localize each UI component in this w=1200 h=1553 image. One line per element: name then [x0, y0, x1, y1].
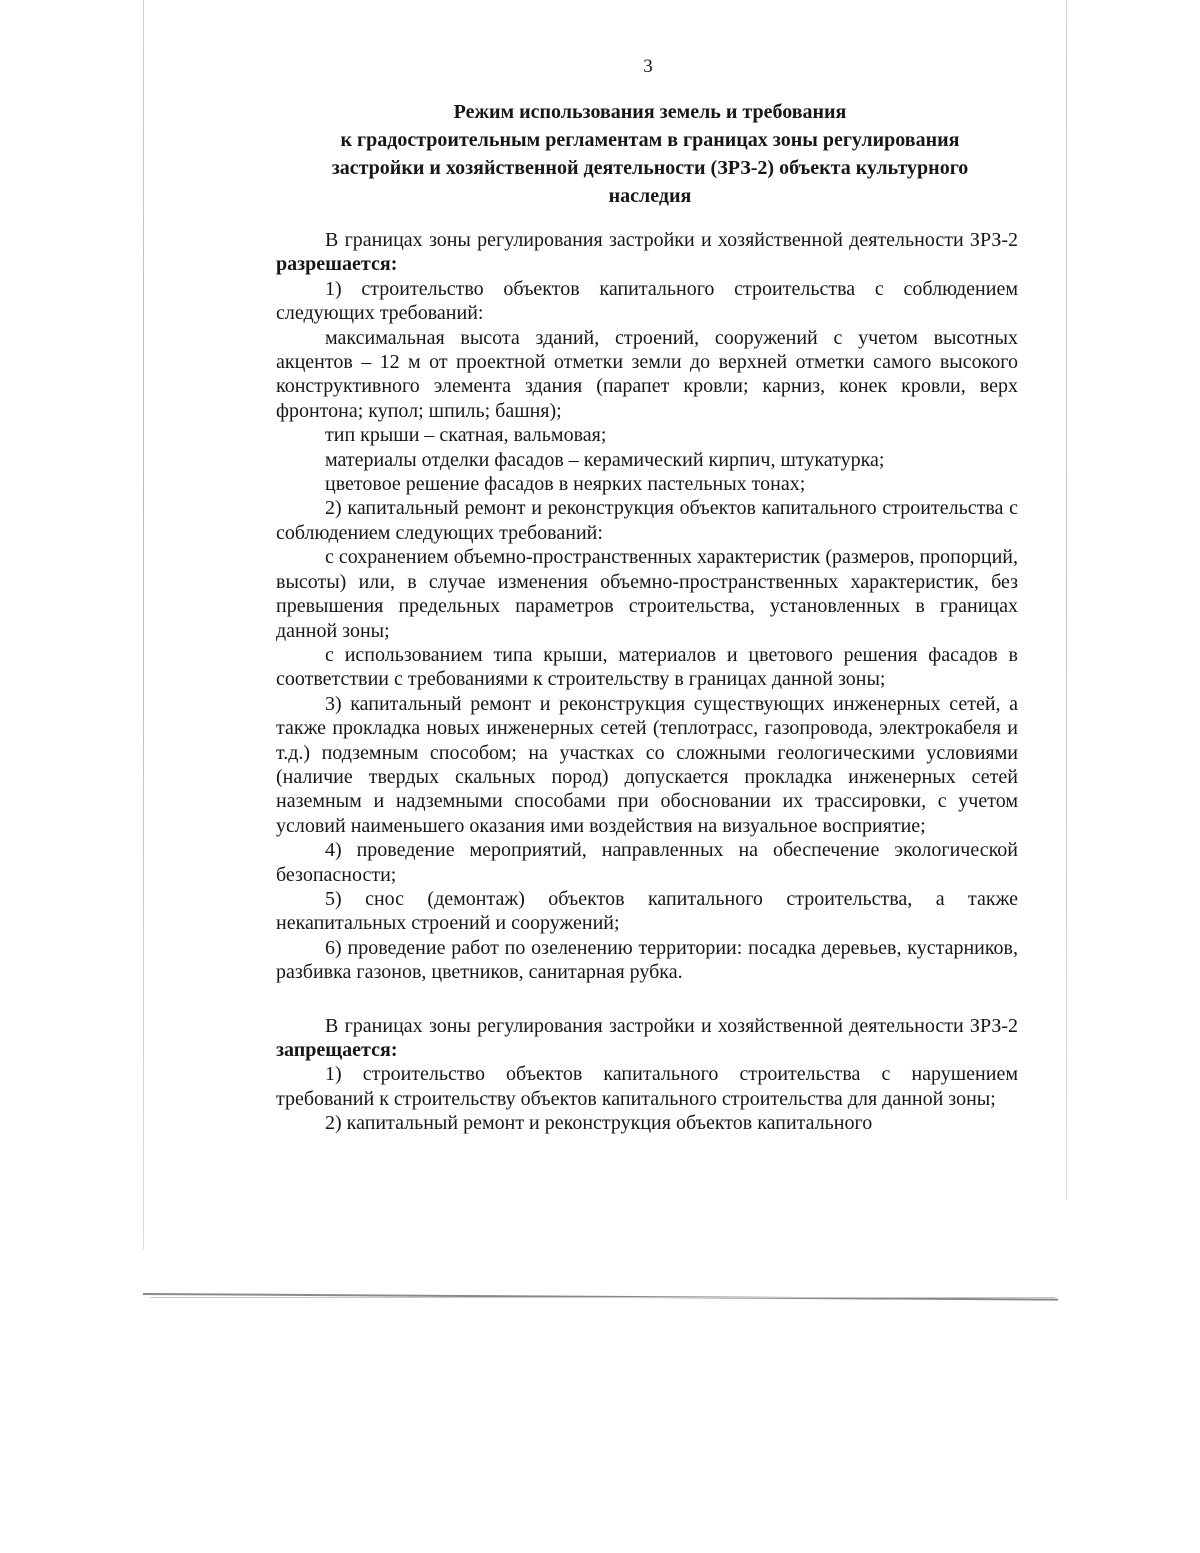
scan-edge-bottom-shadow — [150, 1297, 1055, 1298]
allowed-item: 1) строительство объектов капитального строительства с соблюдением следующих требований: — [276, 277, 1018, 325]
allowed-intro-keyword: разрешается: — [276, 253, 398, 276]
allowed-item: максимальная высота зданий, строений, сооружений с учетом высотных акцентов – 12 м от проектной отметки земли до верхней отметки самого высокого конструктивного элемента здания (парапет кровли; карниз, конек кровли, верх фронтона; купол; шпиль; башня); — [276, 326, 1018, 422]
allowed-item: цветовое решение фасадов в неярких пастельных тонах; — [325, 473, 806, 496]
allowed-item: материалы отделки фасадов – керамический кирпич, штукатурка; — [325, 448, 885, 471]
allowed-item: 3) капитальный ремонт и реконструкция существующих инженерных сетей, а также прокладка новых инженерных сетей (теплотрасс, газопровода, электрокабеля и т.д.) подземным способом; на участках со сложными геологическими условиями (наличие твердых скальных пород) допускается прокладка инженерных сетей наземным и надземными способами при обосновании их трассировки, с учетом условий наименьшего оказания ими воздействия на визуальное восприятие; — [276, 692, 1018, 837]
title-line: Режим использования земель и требования — [453, 101, 847, 123]
document-title — [270, 98, 1030, 210]
document-body — [276, 228, 1018, 1136]
prohibited-intro-paragraph — [276, 1014, 1018, 1063]
prohibited-intro-keyword: запрещается: — [276, 1039, 398, 1061]
title-line: застройки и хозяйственной деятельности (ЗРЗ-2) объекта культурного — [331, 157, 969, 179]
allowed-item: тип крыши – скатная, вальмовая; — [325, 424, 607, 447]
allowed-intro-text: В границах зоны регулирования застройки и хозяйственной деятельности ЗРЗ-2 — [325, 229, 1018, 251]
allowed-item: 2) капитальный ремонт и реконструкция объектов капитального строительства с соблюдением следующих требований: — [276, 497, 1018, 544]
allowed-item: с использованием типа крыши, материалов и цветового решения фасадов в соответствии с требованиями к строительству в границах данной зоны; — [276, 643, 1018, 691]
allowed-item: 5) снос (демонтаж) объектов капитального строительства, а также некапитальных строений и сооружений; — [276, 887, 1018, 935]
allowed-item: 6) проведение работ по озеленению территории: посадка деревьев, кустарников, разбивка газонов, цветников, санитарная рубка. — [276, 936, 1018, 984]
page-number: 3 — [643, 56, 653, 77]
scan-edge-left — [143, 0, 144, 1250]
allowed-item: с сохранением объемно-пространственных характеристик (размеров, пропорций, высоты) или, в случае изменения объемно-пространственных характеристик, без превышения предельных параметров строительства, установленных в границах данной зоны; — [276, 546, 1018, 642]
prohibited-intro-text: В границах зоны регулирования застройки и хозяйственной деятельности ЗРЗ-2 — [325, 1014, 1018, 1037]
title-line: к градостроительным регламентам в границах зоны регулирования — [340, 129, 960, 151]
allowed-intro-paragraph — [276, 228, 1018, 277]
allowed-item: 4) проведение мероприятий, направленных на обеспечение экологической безопасности; — [276, 839, 1018, 886]
prohibited-item: 1) строительство объектов капитального строительства с нарушением требований к строительству объектов капитального строительства для данной зоны; — [276, 1063, 1018, 1110]
title-line: наследия — [608, 185, 692, 207]
scan-edge-right — [1066, 0, 1067, 1200]
prohibited-item: 2) капитальный ремонт и реконструкция объектов капитального — [325, 1112, 873, 1135]
